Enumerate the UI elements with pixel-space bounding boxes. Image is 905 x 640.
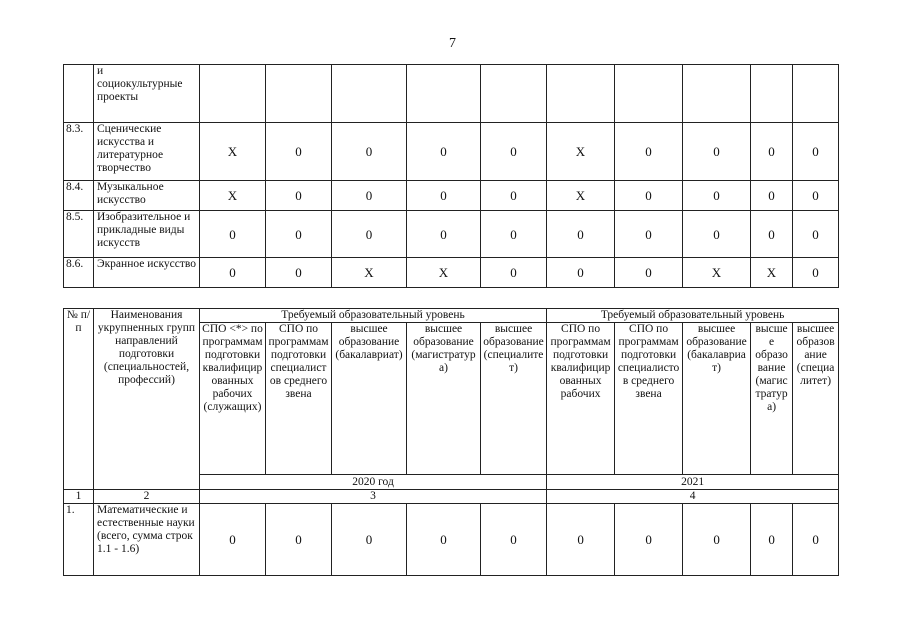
table-row xyxy=(64,123,839,181)
header-level-2021: СПО по программам подготовки квалифицированных рабочих xyxy=(547,323,615,475)
table-row xyxy=(64,65,839,123)
header-name: Наименования укрупненных групп направлений подготовки (специальностей, профессий) xyxy=(94,309,200,490)
value-cell: 0 xyxy=(793,504,839,576)
value-cell: 0 xyxy=(615,181,683,211)
header-level-2021: СПО по программам подготовки специалистов среднего звена xyxy=(615,323,683,475)
value-cell: 0 xyxy=(683,123,751,181)
value-cell: 0 xyxy=(407,211,481,258)
value-cell: X xyxy=(547,181,615,211)
header-number: № п/п xyxy=(64,309,94,490)
index-cell: 1 xyxy=(64,490,94,504)
value-cell: X xyxy=(407,258,481,288)
row-name: Математические и естественные науки (всего, сумма строк 1.1 - 1.6) xyxy=(94,504,200,576)
value-cell: 0 xyxy=(200,211,266,258)
value-cell: 0 xyxy=(407,123,481,181)
header-level-2020: высшее образование (магистратура) xyxy=(407,323,481,475)
value-cell: 0 xyxy=(481,504,547,576)
value-cell: 0 xyxy=(266,211,332,258)
value-cell: 0 xyxy=(751,504,793,576)
header-year-2020: 2020 год xyxy=(200,475,547,490)
table-row xyxy=(64,181,839,211)
header-level-group-2020: Требуемый образовательный уровень xyxy=(200,309,547,323)
value-cell: 0 xyxy=(751,211,793,258)
value-cell: 0 xyxy=(793,181,839,211)
header-level-2021: высшее образование (бакалавриат) xyxy=(683,323,751,475)
value-cell: 0 xyxy=(266,258,332,288)
row-name: и социокультурные проекты xyxy=(94,65,200,123)
row-number: 8.3. xyxy=(64,123,94,181)
header-level-2021: высшее образование (специалитет) xyxy=(793,323,839,475)
value-cell: X xyxy=(547,123,615,181)
value-cell: 0 xyxy=(793,258,839,288)
header-year-2021: 2021 xyxy=(547,475,839,490)
value-cell: 0 xyxy=(683,504,751,576)
value-cell: 0 xyxy=(407,181,481,211)
row-name: Музыкальное искусство xyxy=(94,181,200,211)
index-cell: 3 xyxy=(200,490,547,504)
value-cell xyxy=(615,65,683,123)
row-name: Изобразительное и прикладные виды искусств xyxy=(94,211,200,258)
value-cell: 0 xyxy=(683,181,751,211)
value-cell: X xyxy=(751,258,793,288)
value-cell: 0 xyxy=(547,504,615,576)
value-cell: 0 xyxy=(266,181,332,211)
value-cell: 0 xyxy=(615,123,683,181)
value-cell: 0 xyxy=(751,181,793,211)
header-level-2021: высшее образование (магистратура) xyxy=(751,323,793,475)
row-name: Экранное искусство xyxy=(94,258,200,288)
header-level-2020: СПО по программам подготовки специалистов среднего звена xyxy=(266,323,332,475)
value-cell: 0 xyxy=(615,211,683,258)
value-cell: 0 xyxy=(615,504,683,576)
value-cell xyxy=(793,65,839,123)
value-cell xyxy=(200,65,266,123)
value-cell: X xyxy=(332,258,407,288)
value-cell: 0 xyxy=(481,181,547,211)
row-number xyxy=(64,65,94,123)
value-cell: 0 xyxy=(266,123,332,181)
value-cell: X xyxy=(200,181,266,211)
value-cell: 0 xyxy=(332,211,407,258)
table-row xyxy=(64,211,839,258)
row-number: 8.6. xyxy=(64,258,94,288)
value-cell: 0 xyxy=(615,258,683,288)
table-bottom xyxy=(63,308,839,576)
value-cell: 0 xyxy=(793,123,839,181)
value-cell: 0 xyxy=(793,211,839,258)
value-cell: 0 xyxy=(481,258,547,288)
row-number: 8.4. xyxy=(64,181,94,211)
header-level-2020: СПО <*> по программам подготовки квалифицированных рабочих (служащих) xyxy=(200,323,266,475)
value-cell: 0 xyxy=(332,181,407,211)
value-cell xyxy=(751,65,793,123)
value-cell: 0 xyxy=(481,211,547,258)
value-cell: 0 xyxy=(751,123,793,181)
value-cell: 0 xyxy=(683,211,751,258)
value-cell: X xyxy=(200,123,266,181)
value-cell: 0 xyxy=(332,504,407,576)
value-cell: 0 xyxy=(407,504,481,576)
header-level-2020: высшее образование (специалитет) xyxy=(481,323,547,475)
value-cell: 0 xyxy=(200,504,266,576)
value-cell xyxy=(266,65,332,123)
value-cell: 0 xyxy=(481,123,547,181)
value-cell xyxy=(547,65,615,123)
value-cell: X xyxy=(683,258,751,288)
row-number: 1. xyxy=(64,504,94,576)
value-cell xyxy=(332,65,407,123)
table-row xyxy=(64,504,839,576)
value-cell xyxy=(683,65,751,123)
value-cell xyxy=(481,65,547,123)
table-top xyxy=(63,64,839,288)
value-cell: 0 xyxy=(547,258,615,288)
header-level-group-2021: Требуемый образовательный уровень xyxy=(547,309,839,323)
index-cell: 4 xyxy=(547,490,839,504)
value-cell: 0 xyxy=(547,211,615,258)
value-cell xyxy=(407,65,481,123)
row-number: 8.5. xyxy=(64,211,94,258)
index-cell: 2 xyxy=(94,490,200,504)
header-level-2020: высшее образование (бакалавриат) xyxy=(332,323,407,475)
table-row xyxy=(64,258,839,288)
value-cell: 0 xyxy=(200,258,266,288)
value-cell: 0 xyxy=(266,504,332,576)
page-number: 7 xyxy=(449,36,456,51)
value-cell: 0 xyxy=(332,123,407,181)
row-name: Сценические искусства и литературное творчество xyxy=(94,123,200,181)
